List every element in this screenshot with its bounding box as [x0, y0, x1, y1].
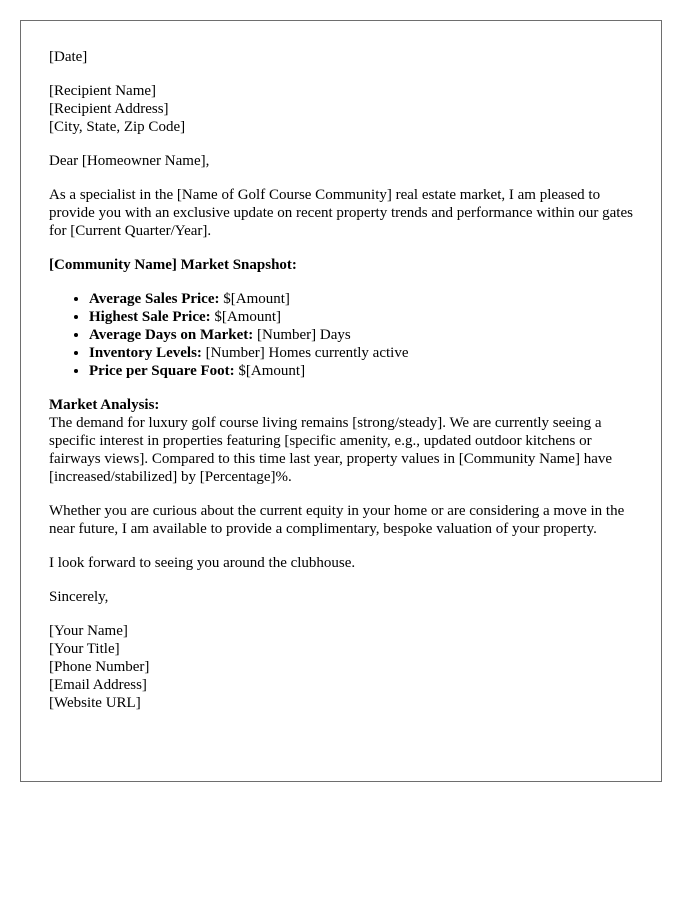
snapshot-item-value: $[Amount] — [219, 291, 290, 307]
recipient-city-state-zip: [City, State, Zip Code] — [49, 119, 186, 135]
snapshot-item-value: [Number] Days — [253, 327, 351, 343]
snapshot-item-label: Highest Sale Price: — [89, 309, 211, 325]
sender-website: [Website URL] — [49, 695, 141, 711]
sender-phone: [Phone Number] — [49, 659, 150, 675]
closing-line: I look forward to seeing you around the clubhouse. — [49, 555, 356, 571]
snapshot-item — [89, 326, 633, 344]
snapshot-item — [89, 308, 633, 326]
snapshot-item-label: Price per Square Foot: — [89, 363, 235, 379]
snapshot-item-label: Average Days on Market: — [89, 327, 254, 343]
signoff: Sincerely, — [49, 589, 109, 605]
snapshot-item-value: $[Amount] — [210, 309, 282, 325]
analysis-section — [49, 396, 633, 486]
sender-block — [49, 622, 633, 712]
snapshot-item-value: [Number] Homes currently active — [201, 345, 409, 361]
recipient-name: [Recipient Name] — [49, 83, 157, 99]
snapshot-item — [89, 344, 633, 362]
sender-title: [Your Title] — [49, 641, 120, 657]
snapshot-item-value: $[Amount] — [234, 363, 306, 379]
offer-paragraph: Whether you are curious about the current equity in your home or are considering a move in the near future, I am available to provide a complimentary, bespoke valuation of your property. — [49, 503, 625, 537]
sender-email: [Email Address] — [49, 677, 147, 693]
sender-name: [Your Name] — [49, 623, 128, 639]
salutation: Dear [Homeowner Name], — [49, 153, 210, 169]
snapshot-item-label: Inventory Levels: — [89, 345, 202, 361]
snapshot-list — [49, 290, 633, 380]
snapshot-heading: [Community Name] Market Snapshot: — [49, 257, 297, 273]
snapshot-item — [89, 362, 633, 380]
analysis-body: The demand for luxury golf course living remains [strong/steady]. We are currently seeing a specific interest in properties featuring [specific amenity, e.g., updated outdoor kitchens or fairways views]. Compared to this time last year, property values in [Community Name] have [increased/stabilized] by [Percentage]%. — [49, 415, 613, 485]
letter-page — [20, 20, 662, 782]
snapshot-item — [89, 290, 633, 308]
analysis-heading: Market Analysis: — [49, 397, 160, 413]
letter-date: [Date] — [49, 49, 88, 65]
recipient-address: [Recipient Address] — [49, 101, 169, 117]
snapshot-item-label: Average Sales Price: — [89, 291, 220, 307]
intro-paragraph: As a specialist in the [Name of Golf Course Community] real estate market, I am pleased to provide you with an exclusive update on recent property trends and performance within our gates for [Current Quarter/Year]. — [49, 187, 633, 239]
recipient-block — [49, 82, 633, 136]
